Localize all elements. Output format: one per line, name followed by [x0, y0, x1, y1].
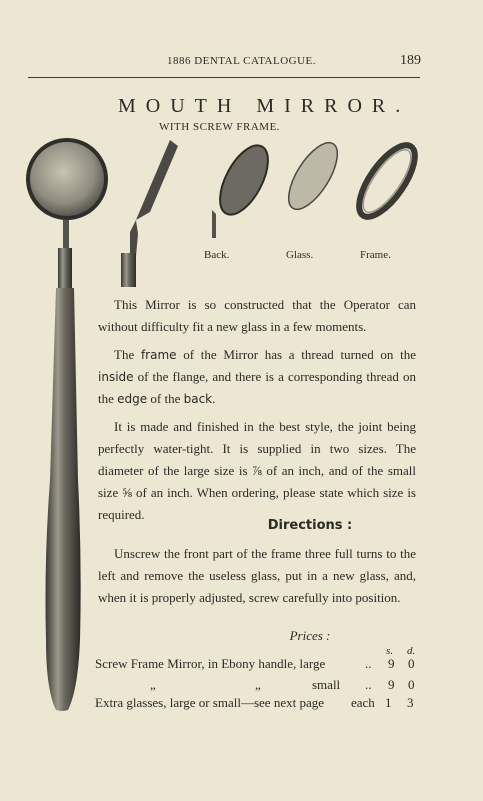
price-ditto: „	[150, 677, 156, 692]
paragraph-frame-thread	[98, 344, 416, 410]
complete-mirror	[26, 138, 108, 711]
price-item: Extra glasses, large or small—see next page	[95, 695, 324, 710]
glass-figure	[279, 135, 346, 216]
price-pence: 3	[407, 695, 414, 710]
price-row	[95, 656, 425, 674]
emphasis-word: back	[183, 392, 213, 406]
directions-text: Unscrew the front part of the frame three full turns to the left and remove the useless glass, put in a new glass, and, when it is properly adjusted, screw carefully into position.	[98, 546, 416, 605]
text-run: of the Mirror has a thread turned on the	[176, 347, 416, 362]
mirror-back-part	[121, 140, 178, 287]
text-run: This Mirror is so constructed that the Operator can without difficulty fit a new glass in a few moments.	[98, 297, 416, 334]
price-item: Screw Frame Mirror, in Ebony handle, large	[95, 656, 326, 671]
text-run: The	[114, 347, 141, 362]
prices-heading: Prices :	[289, 628, 331, 643]
price-dots: ..	[365, 656, 372, 671]
price-row	[95, 695, 425, 713]
caption-glass: Glass.	[286, 249, 314, 261]
running-header: 1886 DENTAL CATALOGUE.	[166, 55, 317, 67]
frame-figure	[349, 137, 425, 225]
emphasis-word: frame	[140, 348, 177, 362]
price-pence: 0	[408, 656, 415, 671]
price-size: small	[312, 677, 341, 692]
price-each: each	[351, 695, 375, 710]
emphasis-word: inside	[98, 370, 134, 384]
emphasis-word: edge	[117, 392, 148, 406]
price-shillings: 9	[388, 656, 395, 671]
text-run: of the	[147, 391, 184, 406]
price-dots: ..	[365, 677, 372, 692]
page-title: MOUTH MIRROR.	[118, 95, 411, 117]
text-run: .	[212, 391, 216, 406]
directions-heading: Directions :	[267, 518, 353, 533]
text-run: of the flange, and there is a corresponding thread on the	[98, 369, 416, 406]
text-run: It is made and finished in the best style, the joint being perfectly water-tight. It is supplied in two sizes. The diameter of the large size is ⅞ of an inch, and of the small size ⅝ of an inch. When ordering, please state which size is required.	[98, 419, 416, 522]
page-number: 189	[400, 53, 421, 68]
caption-back: Back.	[204, 249, 230, 261]
column-pence: d.	[407, 645, 416, 657]
page-subtitle: WITH SCREW FRAME.	[159, 121, 281, 133]
price-shillings: 1	[385, 695, 392, 710]
back-figure	[210, 138, 277, 238]
paragraph-finish-sizes	[98, 416, 416, 526]
caption-frame: Frame.	[360, 249, 391, 261]
price-pence: 0	[408, 677, 415, 692]
price-shillings: 9	[388, 677, 395, 692]
price-ditto: „	[255, 677, 261, 692]
column-shillings: s.	[386, 645, 394, 657]
paragraph-construction	[98, 294, 416, 338]
price-row	[95, 677, 425, 695]
